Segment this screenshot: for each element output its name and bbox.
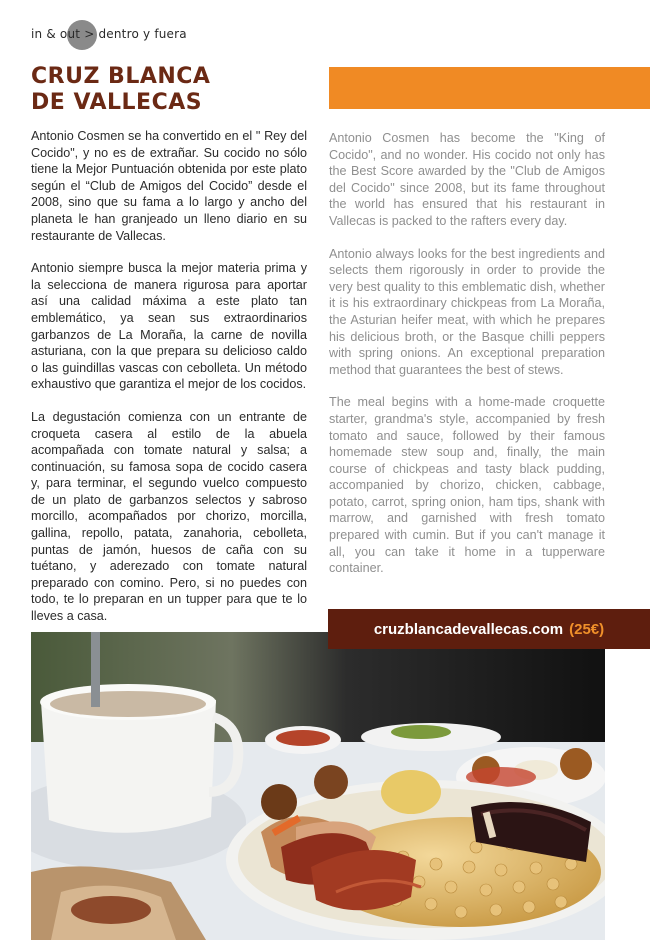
menu-price: (25€): [569, 620, 605, 638]
spanish-paragraph-1: Antonio Cosmen se ha convertido en el " Rey del Cocido", y no es de extrañar. Su cocido no sólo tiene la Mejor Puntuación obtenida por este plato según el “Club de Amigos del Cocido” desde el 2008, sino que su fama a lo largo y ancho del planeta le han granjeado un lleno diario en su restaurante de Vallecas.: [31, 129, 307, 243]
article-title: [31, 64, 210, 116]
english-paragraph-3: The meal begins with a home-made croquette starter, grandma's style, accompanied by fresh tomato and sauce, followed by their famous homemade stew soup and, finally, the main course of chickpeas and tasty black pudding, accompanied by chorizo, chicken, cabbage, potato, carrot, spring onion, ham tips, shank with marrow, and garnished with fresh tomato prepared with cumin. But if you can't manage it all, you can take it home in a tupperware container.: [329, 395, 605, 576]
article-title-line-2: DE VALLECAS: [31, 90, 203, 115]
spanish-text-column: [31, 128, 307, 641]
english-text-column: [329, 130, 605, 593]
orange-accent-bar: [329, 67, 650, 109]
article-title-line-1: CRUZ BLANCA: [31, 64, 211, 89]
english-paragraph-2: Antonio always looks for the best ingredients and selects them rigorously in order to provide the very best quality to this emblematic dish, whether it is his extraordinary chickpeas from La Moraña, the Asturian heifer meat, with which he prepares his delicious broth, or the Basque chilli peppers with spring onions. An exceptional preparation method that guarantees the best of stews.: [329, 246, 605, 377]
section-header: [31, 24, 187, 44]
website-promo-box: [328, 609, 650, 649]
section-breadcrumb: in & out > dentro y fuera: [31, 27, 187, 41]
spanish-paragraph-2: Antonio siempre busca la mejor materia prima y la selecciona de manera rigurosa para aportar así una calidad máxima a este plato tan emblemático, ya sean sus extraordinarios garbanzos de La Moraña, la carne de novilla asturiana, con la que prepara su delicioso caldo o las guindillas vascas con cebolleta. Un método exhaustivo que garantiza el mejor de los cocidos.: [31, 261, 307, 392]
english-paragraph-1: Antonio Cosmen has become the "King of Cocido", and no wonder. His cocido not only has the Best Score awarded by the "Club de Amigos del Cocido" since 2008, but its fame throughout the world has ensured that his restaurant in Vallecas is packed to the rafters every day.: [329, 131, 605, 228]
cocido-food-photo: [31, 632, 605, 940]
website-url[interactable]: cruzblancadevallecas.com: [373, 620, 564, 638]
spanish-paragraph-3: La degustación comienza con un entrante de croqueta casera al estilo de la abuela acompañada con tomate natural y salsa; a continuación, su famosa sopa de cocido casera y, para terminar, el segundo vuelco compuesto de un plato de garbanzos selectos y sabroso morcillo, acompañados por chorizo, morcilla, gallina, repollo, patata, zanahoria, cebolleta, puntas de jamón, huesos de caña con su tuétano, y aderezado con tomate natural preparado con comino. Pero, si no puedes con todo, te lo preparan en un tupper para que te lo lleves a casa.: [31, 409, 307, 624]
